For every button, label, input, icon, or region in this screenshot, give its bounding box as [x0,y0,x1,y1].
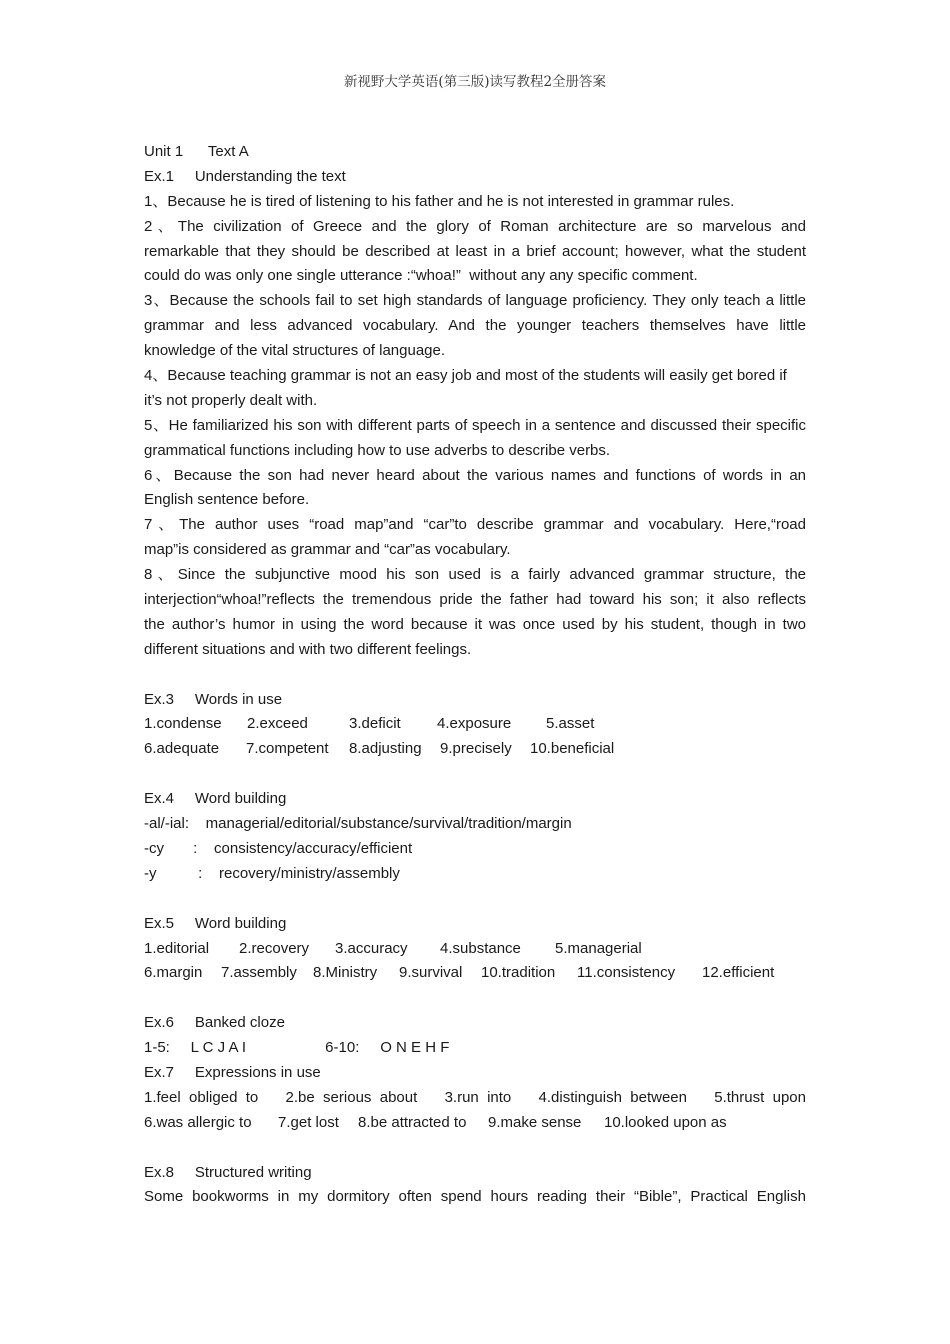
ex5-item: 5.managerial [555,939,642,957]
answer-5-line-2: grammatical functions including how to use adverbs to describe verbs. [144,441,611,459]
ex7-item: 3.run into [444,1088,512,1106]
ex5-item: 9.survival [399,964,463,982]
answer-8-line-3: the author’s humor in using the word because it was once used by his student, though in two [144,615,806,633]
answer-7-line-2: map”is considered as grammar and “car”as vocabulary. [144,541,511,559]
answer-3-line-1: 3、Because the schools fail to set high standards of language proficiency. They only teach a little [144,292,806,310]
ex3-item: 9.precisely [440,740,512,758]
ex7-heading: Ex.7 Expressions in use [144,1063,321,1081]
ex7-item: 4.distinguish between [538,1088,687,1106]
ex5-row-1 [144,937,806,962]
ex7-item: 10.looked upon as [604,1113,727,1131]
answer-4-line-1: 4、Because teaching grammar is not an easy job and most of the students will easily get bored if [144,367,787,385]
answer-2-line-1: 2、The civilization of Greece and the glory of Roman architecture are so marvelous and [144,217,806,235]
ex6-heading: Ex.6 Banked cloze [144,1014,285,1032]
answer-3-line-3: knowledge of the vital structures of language. [144,342,446,360]
ex3-row-2 [144,737,806,762]
ex3-item: 8.adjusting [349,740,422,758]
page-header: 新视野大学英语(第三版)读写教程2全册答案 [343,74,607,90]
ex5-item: 6.margin [144,964,203,982]
ex3-item: 3.deficit [349,715,401,733]
ex3-row-1 [144,712,806,737]
ex5-heading: Ex.5 Word building [144,914,287,932]
ex3-item: 1.condense [144,715,222,733]
ex8-line-1: Some bookworms in my dormitory often spend hours reading their “Bible”, Practical English [144,1188,806,1206]
ex3-item: 7.competent [246,740,329,758]
answer-8-line-1: 8、Since the subjunctive mood his son used is a fairly advanced grammar structure, the [144,566,806,584]
ex3-heading: Ex.3 Words in use [144,690,283,708]
answer-6-line-2: English sentence before. [144,491,310,509]
ex7-item: 6.was allergic to [144,1113,252,1131]
answer-7-line-1: 7、The author uses “road map”and “car”to describe grammar and vocabulary. Here,“road [144,516,806,534]
ex8-heading: Ex.8 Structured writing [144,1163,312,1181]
ex5-item: 3.accuracy [335,939,408,957]
ex3-item: 5.asset [546,715,595,733]
ex1-heading: Ex.1 Understanding the text [144,167,346,185]
ex5-item: 10.tradition [481,964,556,982]
ex6-answers: 1-5: L C J A I 6-10: O N E H F [144,1039,450,1057]
answer-4-line-2: it’s not properly dealt with. [144,391,318,409]
answer-5-line-1: 5、He familiarized his son with different parts of speech in a sentence and discussed their specific [144,416,806,434]
ex3-item: 10.beneficial [530,740,615,758]
ex7-item: 1.feel obliged to [144,1088,259,1106]
ex4-line-y: -y : recovery/ministry/assembly [144,864,400,882]
answer-3-line-2: grammar and less advanced vocabulary. And the younger teachers themselves have little [144,317,806,335]
answer-6-line-1: 6、Because the son had never heard about the various names and functions of words in an [144,466,806,484]
unit-heading: Unit 1 Text A [144,143,249,160]
ex7-row-1 [144,1086,806,1111]
ex7-item: 7.get lost [278,1113,339,1131]
answer-8-line-2: interjection“whoa!”reflects the tremendous pride the father had toward his son; it also reflects [144,591,806,609]
ex7-row-2 [144,1111,806,1136]
ex5-item: 4.substance [440,939,521,957]
ex5-item: 8.Ministry [313,964,378,982]
ex3-item: 4.exposure [437,715,512,733]
ex5-item: 1.editorial [144,939,210,957]
ex5-item: 12.efficient [702,964,775,982]
ex7-item: 5.thrust upon [714,1088,806,1106]
answer-2-line-2: remarkable that they should be described at least in a brief account; however, what the student [144,242,806,260]
ex7-item: 2.be serious about [285,1088,418,1106]
answer-1: 1、Because he is tired of listening to his father and he is not interested in grammar rules. [144,192,735,210]
ex3-item: 6.adequate [144,740,220,758]
ex4-line-al: -al/-ial: managerial/editorial/substance/survival/tradition/margin [144,815,572,833]
ex5-item: 11.consistency [577,964,676,982]
document-body [144,140,806,1210]
ex3-item: 2.exceed [247,715,308,733]
ex5-row-2 [144,961,806,986]
ex5-item: 7.assembly [221,964,297,982]
answer-2-line-3: could do was only one single utterance :“whoa!” without any any specific comment. [144,267,698,285]
ex7-item: 9.make sense [488,1113,582,1131]
ex4-line-cy: -cy : consistency/accuracy/efficient [144,839,413,857]
answer-8-line-4: different situations and with two different feelings. [144,640,472,658]
ex5-item: 2.recovery [239,939,310,957]
ex4-heading: Ex.4 Word building [144,790,287,808]
ex7-item: 8.be attracted to [358,1113,467,1131]
